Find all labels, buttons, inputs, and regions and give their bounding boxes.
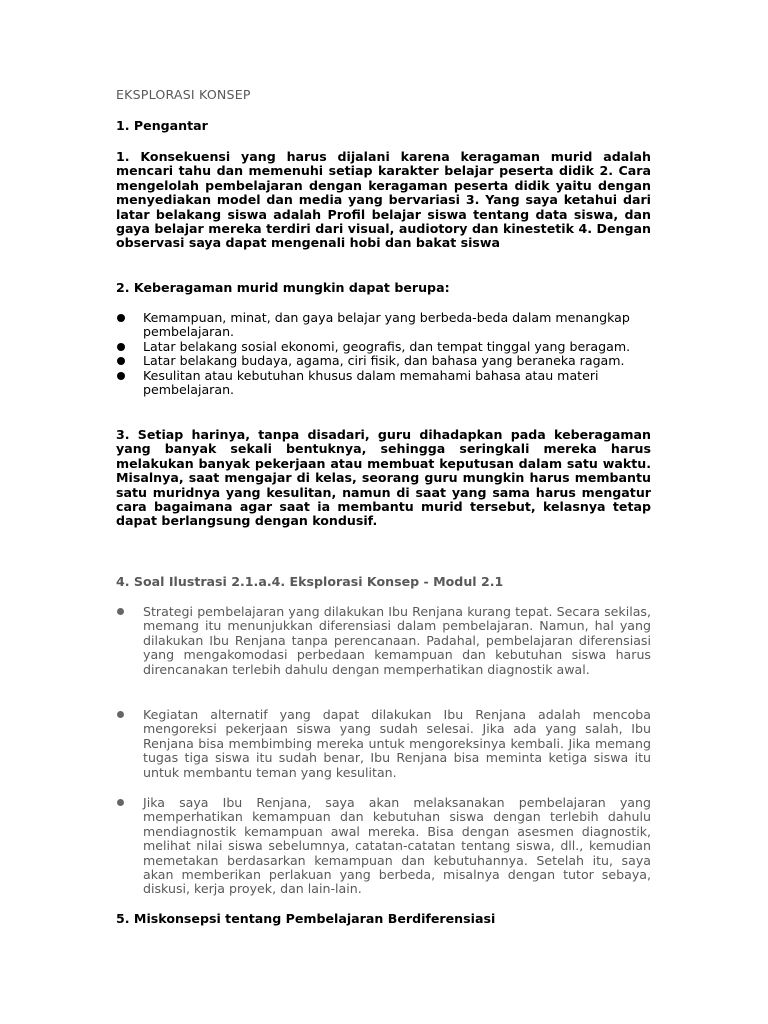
list-item [116, 311, 651, 340]
list-item [116, 605, 651, 677]
bullet-icon [117, 372, 125, 380]
section-2-list [116, 311, 651, 397]
list-item-text: Latar belakang budaya, agama, ciri fisik, dan bahasa yang beraneka ragam. [143, 353, 625, 369]
section-2-heading: 2. Keberagaman murid mungkin dapat berupa: [116, 280, 450, 295]
list-item-text: Kesulitan atau kebutuhan khusus dalam memahami bahasa atau materi pembelajaran. [143, 367, 599, 398]
section-4-list [116, 796, 651, 897]
section-1-heading: 1. Pengantar [116, 118, 208, 133]
section-1-paragraph: 1. Konsekuensi yang harus dijalani karena keragaman murid adalah mencari tahu dan memenuhi setiap karakter belajar peserta didik 2. Cara mengelolah pembelajaran dengan keragaman peserta didik yaitu dengan menyediakan model dan media yang bervariasi 3. Yang saya ketahui dari latar belakang siswa adalah Profil belajar siswa tentang data siswa, dan gaya belajar mereka terdiri dari visual, audiotory dan kinestetik 4. Dengan observasi saya dapat mengenali hobi dan bakat siswa [116, 149, 651, 251]
section-3-paragraph: 3. Setiap harinya, tanpa disadari, guru dihadapkan pada keberagaman yang banyak sekali bentuknya, sehingga seringkali mereka harus melakukan banyak pekerjaan atau membuat keputusan dalam satu waktu. Misalnya, saat mengajar di kelas, seorang guru mungkin harus membantu satu muridnya yang kesulitan, namun di saat yang sama harus mengatur cara bagaimana agar saat ia membantu murid tersebut, kelasnya tetap dapat berlangsung dengan kondusif. [116, 427, 651, 529]
list-item [116, 340, 651, 354]
document-title: EKSPLORASI KONSEP [116, 87, 251, 102]
list-item-text: Kemampuan, minat, dan gaya belajar yang berbeda-beda dalam menangkap pembelajaran. [143, 310, 630, 340]
list-item [116, 369, 651, 398]
list-item [116, 796, 651, 897]
bullet-icon [117, 711, 124, 718]
bullet-icon [117, 314, 125, 322]
section-4-heading: 4. Soal Ilustrasi 2.1.a.4. Eksplorasi Konsep - Modul 2.1 [116, 574, 504, 589]
list-item-text: Kegiatan alternatif yang dapat dilakukan Ibu Renjana adalah mencoba mengoreksi pekerjaan siswa yang sudah selesai. Jika ada yang salah, Ibu Renjana bisa membimbing mereka untuk mengoreksinya kembali. Jika memang tugas tiga siswa itu sudah benar, Ibu Renjana bisa meminta ketiga siswa itu untuk membantu teman yang kesulitan. [143, 707, 651, 780]
bullet-icon [117, 799, 124, 806]
bullet-icon [117, 357, 125, 365]
bullet-icon [117, 343, 125, 351]
list-item-text: Strategi pembelajaran yang dilakukan Ibu Renjana kurang tepat. Secara sekilas, memang itu menunjukkan diferensiasi dalam pembelajaran. Namun, hal yang dilakukan Ibu Renjana tanpa perencanaan. Padahal, pembelajaran diferensiasi yang mengakomodasi perbedaan kemampuan dan kebutuhan siswa harus direncanakan terlebih dahulu dengan memperhatikan diagnostik awal. [143, 604, 651, 677]
section-4-list [116, 708, 651, 780]
list-item [116, 708, 651, 780]
bullet-icon [117, 608, 124, 615]
list-item-text: Jika saya Ibu Renjana, saya akan melaksanakan pembelajaran yang memperhatikan kemampuan dan kebutuhan siswa dengan terlebih dahulu mendiagnostik kemampuan awal mereka. Bisa dengan asesmen diagnostik, melihat nilai siswa sebelumnya, catatan-catatan tentang siswa, dll., kemudian memetakan berdasarkan kemampuan dan kebutuhannya. Setelah itu, saya akan memberikan perlakuan yang berbeda, misalnya dengan tutor sebaya, diskusi, kerja proyek, dan lain-lain. [143, 795, 651, 897]
section-4-list [116, 605, 651, 677]
section-5-heading: 5. Miskonsepsi tentang Pembelajaran Berdiferensiasi [116, 911, 496, 926]
list-item [116, 354, 651, 368]
list-item-text: Latar belakang sosial ekonomi, geografis, dan tempat tinggal yang beragam. [143, 338, 631, 354]
